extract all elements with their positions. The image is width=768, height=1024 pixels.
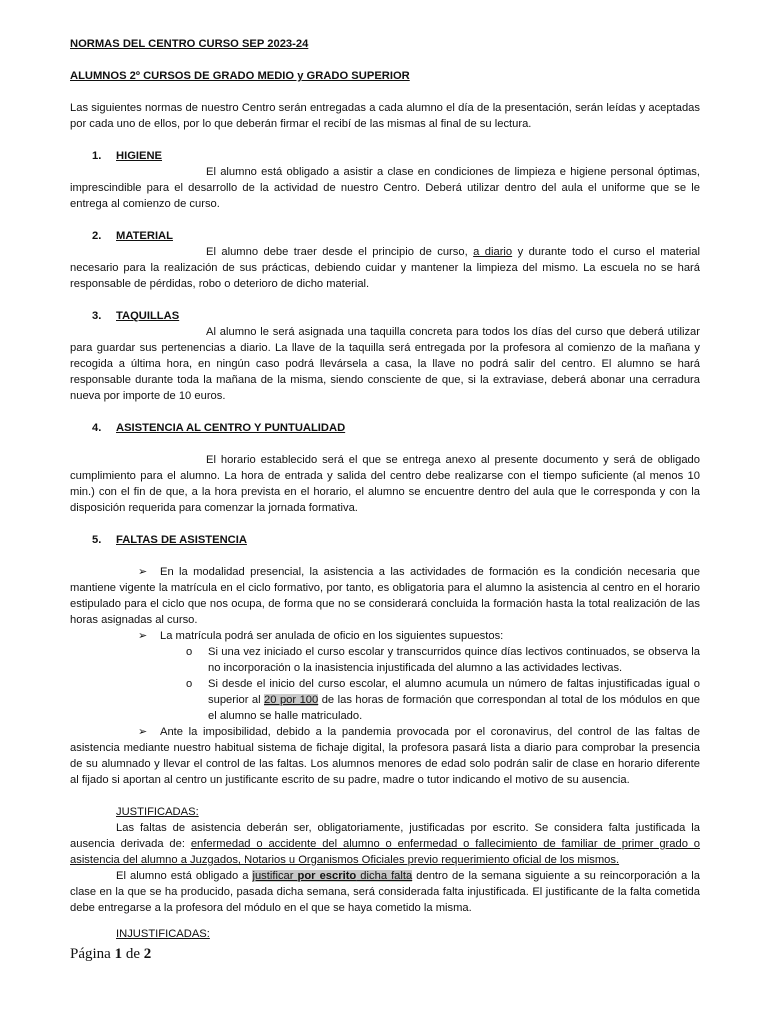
document-subtitle: ALUMNOS 2º CURSOS DE GRADO MEDIO y GRADO SUPERIOR	[70, 70, 410, 82]
section-number: 3.	[92, 310, 102, 322]
section-faltas	[70, 532, 700, 788]
section-heading	[70, 308, 700, 324]
page-footer	[70, 946, 151, 962]
circle-bullet-icon: o	[186, 678, 193, 690]
page-of: de	[125, 946, 140, 962]
section-title: ASISTENCIA AL CENTRO Y PUNTUALIDAD	[116, 422, 346, 434]
section-material	[70, 228, 700, 292]
section-title: HIGIENE	[116, 150, 163, 162]
section-number: 5.	[92, 534, 102, 546]
justificadas-paragraph: El alumno está obligado a justificar por escrito dicha falta dentro de la semana siguiente a su reincorporación a la clase en la que se ha producido, pasada dicha semana, será considerada falta injustificada. El justificante de la falta cometida debe entregarse a la profesora del módulo en el que se haya cometido la misma.	[70, 870, 701, 914]
document-page	[70, 36, 700, 916]
section-number: 4.	[92, 422, 102, 434]
section-text: El horario establecido será el que se entrega anexo al presente documento y será de obligado cumplimiento para el alumno. La hora de entrada y salida del centro debe realizarse con el tiempo suficiente (al menos 10 min.) con el fin de que, a la hora prevista en el horario, el alumno se encuentre dentro del aula que le corresponda y con la disposición requerida para comenzar la jornada formativa.	[70, 454, 700, 514]
sub-list-item: o Si desde el inicio del curso escolar, el alumno acumula un número de faltas injustificadas igual o superior al 20 por 100 de las horas de formación que correspondan al total de los módulos en que el alumno se halle matriculado.	[186, 678, 701, 722]
section-text: Al alumno le será asignada una taquilla concreta para todos los días del curso que deberá utilizar para guardar sus pertenencias a diario. La llave de la taquilla será entregada por la profesora al comienzo de la mañana y recogida a última hora, en ningún caso podrá llevársela a casa, la llave no podrá salir del centro. El alumno se hará responsable durante toda la mañana de la misma, siendo consciente de que, si la extraviase, deberá abonar una cerradura nueva por importe de 10 euros.	[70, 326, 700, 402]
circle-bullet-icon: o	[186, 646, 193, 658]
section-asistencia	[70, 420, 700, 516]
section-higiene	[70, 148, 700, 212]
section-text: El alumno debe traer desde el principio de curso, a diario y durante todo el curso el material necesario para la realización de sus prácticas, debiendo cuidar y mantener la limpieza del mismo. La escuela no se hará responsable de pérdidas, robo o deterioro de dicho material.	[70, 246, 700, 290]
arrow-list-item: ➢ En la modalidad presencial, la asistencia a las actividades de formación es la condición necesaria que mantiene vigente la matrícula en el ciclo formativo, por tanto, es obligatoria para el alumno la asistencia al centro en el horario estipulado para el ciclo que nos ocupa, de forma que no se considerará concluida la formación hasta la total realización de las horas asignadas al curso.	[70, 566, 700, 626]
document-title: NORMAS DEL CENTRO CURSO SEP 2023-24	[70, 38, 309, 50]
underlined-text: enfermedad o accidente del alumno o enfermedad o fallecimiento de familiar de primer grado o asistencia del alumno a Juzgados, Notarios u Organismos Oficiales previo requerimiento oficial de los mismos.	[70, 838, 701, 866]
underlined-text: a diario	[473, 246, 513, 258]
justificadas-heading: JUSTIFICADAS:	[116, 806, 199, 818]
sub-list-item: o Si una vez iniciado el curso escolar y transcurridos quince días lectivos continuados, se observa la no incorporación o la inasistencia injustificada del alumno a las actividades lectivas.	[186, 646, 700, 674]
section-heading	[70, 420, 700, 436]
arrow-bullet-icon: ➢	[138, 630, 148, 642]
page-word: Página	[70, 946, 111, 962]
sub-list	[186, 644, 700, 724]
section-heading	[70, 532, 700, 548]
section-number: 1.	[92, 150, 102, 162]
arrow-bullet-icon: ➢	[138, 726, 148, 738]
highlighted-text: 20 por 100	[264, 694, 319, 706]
section-title: MATERIAL	[116, 230, 173, 242]
injustificadas-heading: INJUSTIFICADAS:	[116, 928, 210, 940]
page-current: 1	[114, 946, 123, 962]
section-title: FALTAS DE ASISTENCIA	[116, 534, 247, 546]
arrow-list-item: ➢ La matrícula podrá ser anulada de oficio en los siguientes supuestos:	[138, 630, 504, 642]
section-text: El alumno está obligado a asistir a clase en condiciones de limpieza e higiene personal óptimas, imprescindible para el desarrollo de la actividad de nuestro Centro. Deberá utilizar dentro del aula el uniforme que se le entrega al comienzo de curso.	[70, 166, 700, 210]
section-heading	[70, 228, 700, 244]
section-heading	[70, 148, 700, 164]
justificadas-block	[70, 804, 700, 916]
section-number: 2.	[92, 230, 102, 242]
intro-paragraph: Las siguientes normas de nuestro Centro serán entregadas a cada alumno el día de la presentación, serán leídas y aceptadas por cada uno de ellos, por lo que deberán firmar el recibí de las mismas al final de su lectura.	[70, 102, 700, 130]
arrow-bullet-icon: ➢	[138, 566, 148, 578]
justificadas-paragraph: Las faltas de asistencia deberán ser, obligatoriamente, justificadas por escrito. Se considera falta justificada la ausencia derivada de: enfermedad o accidente del alumno o enfermedad o fallecimiento de familiar de primer grado o asistencia del alumno a Juzgados, Notarios u Organismos Oficiales previo requerimiento oficial de los mismos.	[70, 822, 701, 866]
arrow-list-item: ➢ Ante la imposibilidad, debido a la pandemia provocada por el coronavirus, del control de las faltas de asistencia mediante nuestro habitual sistema de fichaje digital, la profesora pasará lista a diario para comprobar la presencia de su alumnado y llevar el control de las faltas. Los alumnos menores de edad solo podrán salir de clase en horario diferente al fijado si aportan al centro un justificante escrito de su padre, madre o tutor indicando el motivo de su ausencia.	[70, 726, 700, 786]
section-taquillas	[70, 308, 700, 404]
page-total: 2	[143, 946, 152, 962]
section-title: TAQUILLAS	[116, 310, 180, 322]
highlighted-text: justificar por escrito dicha falta	[252, 870, 413, 882]
